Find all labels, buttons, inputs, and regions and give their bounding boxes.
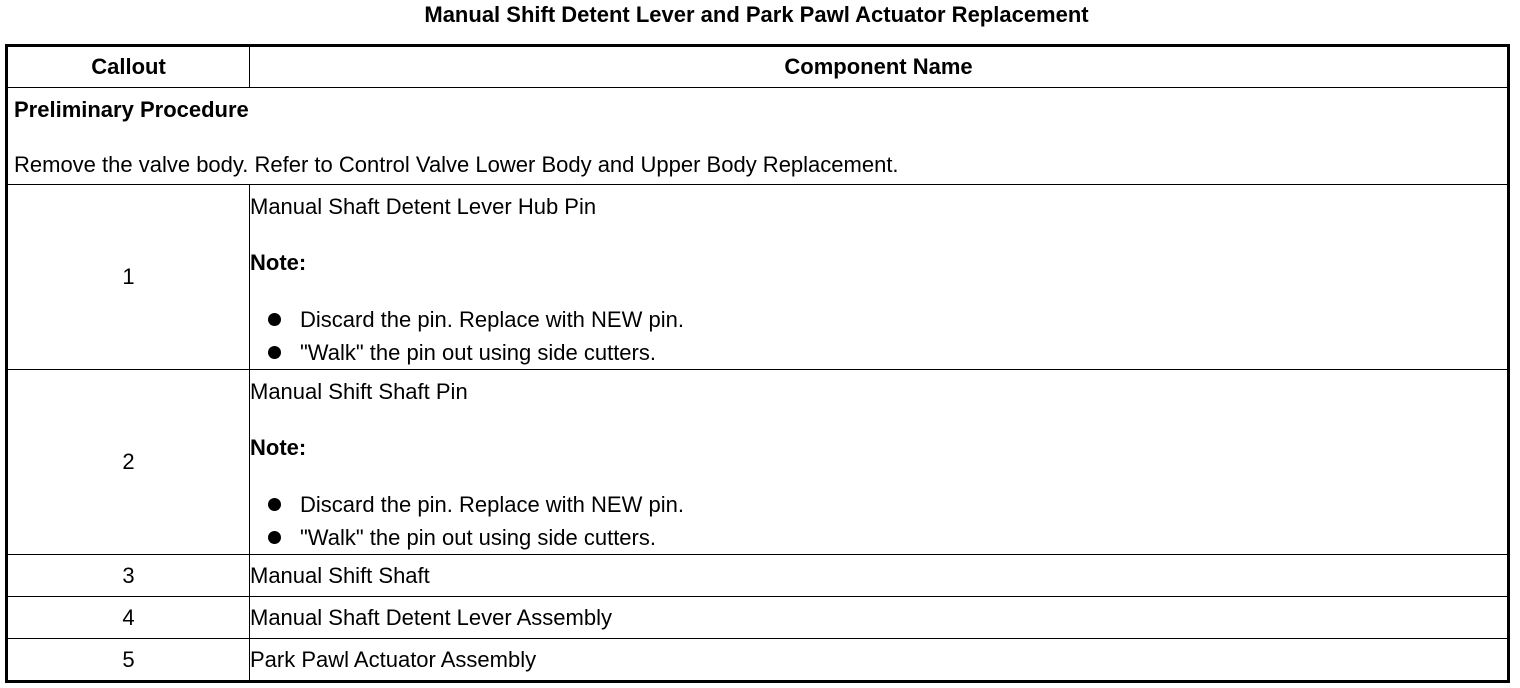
list-item — [268, 521, 1507, 554]
component-cell — [250, 185, 1509, 370]
component-name: Manual Shift Shaft Pin — [250, 379, 468, 404]
callout-cell: 1 — [7, 185, 250, 370]
list-item — [268, 336, 1507, 369]
table-row — [7, 555, 1509, 597]
preliminary-procedure-text: Remove the valve body. Refer to Control Valve Lower Body and Upper Body Replacement. — [14, 152, 899, 177]
callout-cell: 4 — [7, 597, 250, 639]
note-label: Note: — [250, 435, 307, 460]
component-cell — [250, 370, 1509, 555]
note-text: "Walk" the pin out using side cutters. — [300, 340, 656, 365]
table-row — [7, 185, 1509, 370]
preliminary-procedure-row — [7, 88, 1509, 185]
component-cell: Park Pawl Actuator Assembly — [250, 639, 1509, 682]
callout-cell: 2 — [7, 370, 250, 555]
component-cell: Manual Shift Shaft — [250, 555, 1509, 597]
bullet-icon — [268, 346, 281, 359]
table-row — [7, 597, 1509, 639]
callout-column-header: Callout — [7, 46, 250, 88]
component-name: Manual Shaft Detent Lever Hub Pin — [250, 194, 597, 219]
preliminary-procedure-title: Preliminary Procedure — [14, 97, 249, 122]
bullet-icon — [268, 498, 281, 511]
page-title: Manual Shift Detent Lever and Park Pawl Actuator Replacement — [424, 2, 1089, 27]
component-table — [5, 44, 1510, 683]
note-list — [250, 488, 1507, 554]
note-text: "Walk" the pin out using side cutters. — [300, 525, 656, 550]
table-row — [7, 370, 1509, 555]
note-list — [250, 303, 1507, 369]
callout-cell: 3 — [7, 555, 250, 597]
callout-cell: 5 — [7, 639, 250, 682]
component-column-header: Component Name — [250, 46, 1509, 88]
bullet-icon — [268, 531, 281, 544]
note-label: Note: — [250, 250, 307, 275]
component-cell: Manual Shaft Detent Lever Assembly — [250, 597, 1509, 639]
table-header-row — [7, 46, 1509, 88]
note-text: Discard the pin. Replace with NEW pin. — [300, 307, 684, 332]
note-text: Discard the pin. Replace with NEW pin. — [300, 492, 684, 517]
bullet-icon — [268, 313, 281, 326]
list-item — [268, 488, 1507, 521]
preliminary-procedure-cell — [7, 88, 1509, 185]
table-row — [7, 639, 1509, 682]
list-item — [268, 303, 1507, 336]
